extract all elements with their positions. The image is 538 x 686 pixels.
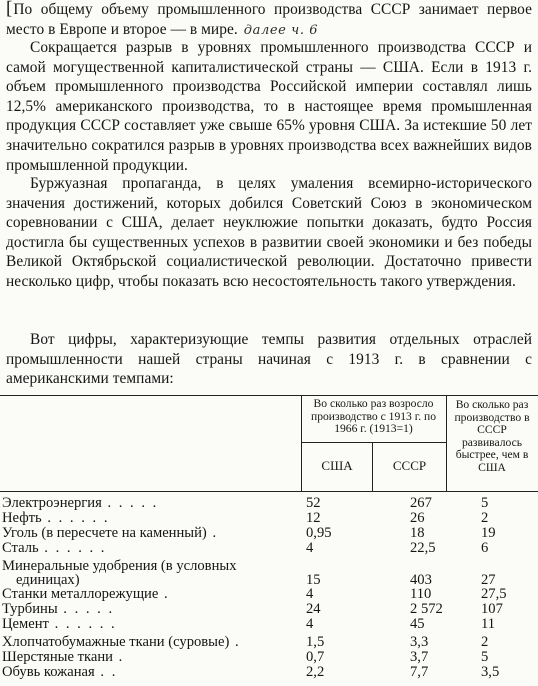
paragraph-intro [6, 0, 532, 40]
cell-ussr: 3,3 [410, 634, 429, 650]
cell-ussr: 267 [410, 495, 432, 511]
leader-dots: . . . . . . [38, 540, 107, 556]
cell-faster: 107 [481, 601, 503, 617]
table-header-rule [301, 442, 446, 443]
cell-ussr: 22,5 [410, 540, 436, 556]
row-label [2, 665, 117, 679]
row-label-text: Обувь кожаная [2, 664, 95, 680]
paragraph-gap: Сокращается разрыв в уровнях промышленного производства СССР и самой могущественной капиталистической страны — США. Если в 1913 г. объем промышленного производства Российской империи составлял лишь 12,5% американского производства, то в настоящее время промышленная продукция СССР составляет уже свыше 65% уровня США. За истекшие 50 лет значительно сократился разрыв в уровнях производства всех важнейших видов промышленной продукции. [6, 39, 532, 174]
cell-ussr: 18 [410, 525, 425, 541]
row-label-continuation: единицах) [16, 572, 80, 588]
leader-dots: . [206, 525, 219, 541]
margin-bracket: [ [6, 0, 13, 19]
table-top-rule [0, 395, 538, 396]
cell-ussr: 26 [410, 510, 425, 526]
cell-faster: 3,5 [481, 664, 500, 680]
row-label-text: Уголь (в пересчете на каменный) [2, 525, 207, 541]
table-divider [446, 395, 447, 491]
row-label-text: Электроэнергия [2, 495, 102, 511]
cell-usa: 0,95 [306, 525, 332, 541]
cell-ussr: 3,7 [410, 649, 429, 665]
handwritten-annotation: далее ч. 6 [243, 22, 319, 38]
cell-faster: 19 [481, 525, 496, 541]
cell-faster: 27,5 [481, 586, 507, 602]
table-row [0, 526, 538, 540]
table-row [0, 665, 538, 679]
cell-ussr: 403 [410, 572, 432, 588]
table-row [0, 511, 538, 525]
cell-faster: 5 [481, 649, 489, 665]
cell-ussr: 2 572 [410, 601, 443, 617]
cell-usa: 52 [306, 495, 321, 511]
row-label-text: Минеральные удобрения (в условных [2, 558, 237, 574]
leader-dots: . . . . . . [48, 616, 117, 632]
header-ussr: СССР [392, 458, 427, 473]
table-divider [301, 395, 302, 491]
leader-dots: . . [94, 664, 118, 680]
row-label-text: Станки металлорежущие [2, 586, 159, 602]
leader-dots: . [229, 634, 241, 650]
paragraph-propaganda: Буржуазная пропаганда, в целях умаления всемирно-исторического значения достижений, которых добился Советский Союз в экономическом соревновании с США, делает неуклюжие попытки доказать, будто Россия достигла бы существенных успехов в развитии своей экономики и без победы Великой Октябрьской социалистической революции. Достаточно привести несколько цифр, чтобы показать всю несостоятельность такого утверждения. [6, 175, 532, 290]
row-label-text: Хлопчатобумажные ткани (суровые) [2, 634, 230, 650]
table-row [0, 602, 538, 616]
cell-usa: 1,5 [306, 634, 325, 650]
table-header-bottom-rule [0, 491, 538, 492]
row-label [2, 617, 117, 631]
paragraph-table-intro: Вот цифры, характеризующие темпы развития отдельных отраслей промышленности нашей страны начиная с 1913 г. в сравнении с американскими темпами: [6, 331, 532, 388]
cell-usa: 0,7 [306, 649, 325, 665]
row-label-text: Шерстяные ткани [2, 649, 113, 665]
cell-usa: 4 [306, 616, 314, 632]
cell-usa: 4 [306, 540, 314, 556]
cell-usa: 12 [306, 510, 321, 526]
cell-faster: 2 [481, 634, 489, 650]
header-growth: Во сколько раз возросло производство с 1913 г. по 1966 г. (1913=1) [310, 397, 437, 436]
cell-usa: 2,2 [306, 664, 325, 680]
row-label-text: Цемент [2, 616, 49, 632]
cell-usa: 15 [306, 572, 321, 588]
row-label-text: Сталь [2, 540, 39, 556]
leader-dots: . [158, 586, 170, 602]
row-label-text: Турбины [2, 601, 58, 617]
row-label [2, 559, 237, 587]
table-row [0, 617, 538, 631]
cell-faster: 27 [481, 572, 496, 588]
row-label [2, 650, 124, 664]
row-label [2, 635, 241, 649]
leader-dots: . . . . . . [41, 510, 110, 526]
table-row [0, 496, 538, 510]
leader-dots: . . . . . [57, 601, 115, 617]
table-row [0, 635, 538, 649]
table-row [0, 587, 538, 601]
row-label [2, 526, 218, 540]
table-row [0, 541, 538, 555]
cell-ussr: 110 [410, 586, 432, 602]
header-speed: Во сколько раз производство в СССР развивалось быстрее, чем в США [454, 398, 530, 474]
row-label [2, 511, 109, 525]
row-label-text: Нефть [2, 510, 42, 526]
row-label [2, 602, 114, 616]
leader-dots: . [112, 649, 125, 665]
table-row [0, 650, 538, 664]
cell-usa: 24 [306, 601, 321, 617]
cell-ussr: 7,7 [410, 664, 429, 680]
cell-faster: 6 [481, 540, 489, 556]
cell-usa: 4 [306, 586, 314, 602]
row-label [2, 587, 170, 601]
row-label [2, 541, 106, 555]
table-row [0, 558, 538, 588]
cell-faster: 11 [481, 616, 496, 632]
header-usa: США [321, 458, 353, 473]
paragraph-intro-text: По общему объему промышленного производства СССР занимает первое место в Европе и второе — в мире. [6, 1, 532, 38]
industry-growth-table [0, 395, 538, 686]
leader-dots: . . . . . [101, 495, 159, 511]
cell-faster: 2 [481, 510, 489, 526]
cell-faster: 5 [481, 495, 489, 511]
cell-ussr: 45 [410, 616, 425, 632]
row-label [2, 496, 158, 510]
